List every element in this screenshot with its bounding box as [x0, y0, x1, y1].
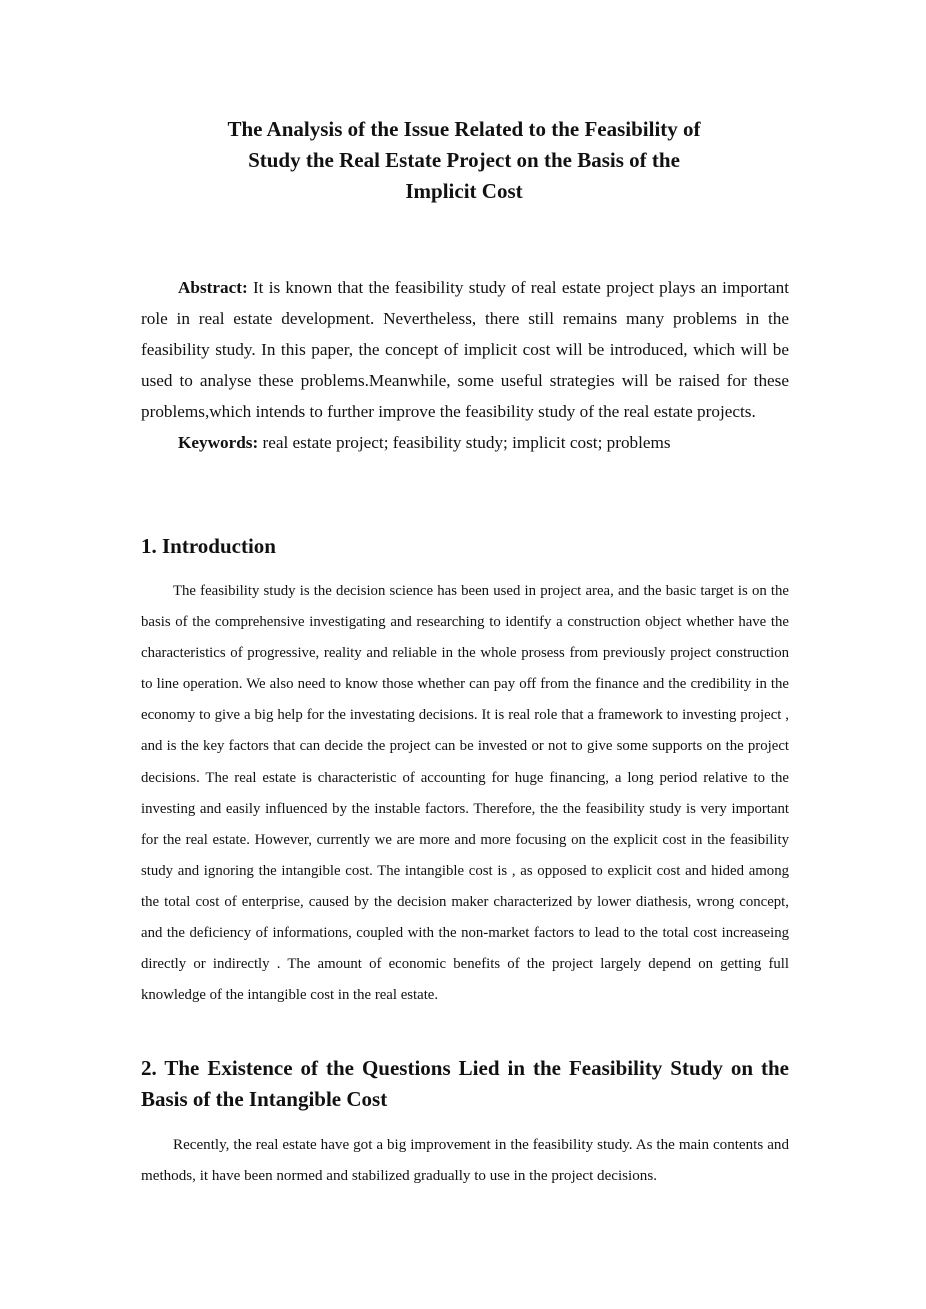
- keywords-line: [141, 427, 789, 458]
- introduction-paragraph: The feasibility study is the decision science has been used in project area, and the basic target is on the basis of the comprehensive investigating and researching to identify a construction object whether have the characteristics of progressive, reality and reliable in the whole prosess from previously project construction to line operation. We also need to know those whether can pay off from the finance and the credibility in the economy to give a big help for the investating decisions. It is real role that a framework to investing project , and is the key factors that can decide the project can be invested or not to give some supports on the project decisions. The real estate is characteristic of accounting for huge financing, a long period relative to the investing and easily influenced by the instable factors. Therefore, the the feasibility study is very important for the real estate. However, currently we are more and more focusing on the explicit cost in the feasibility study and ignoring the intangible cost. The intangible cost is , as opposed to explicit cost and hided among the total cost of enterprise, caused by the decision maker characterized by lower diathesis, wrong concept, and the deficiency of informations, coupled with the non-market factors to lead to the total cost increaseing directly or indirectly . The amount of economic benefits of the project largely depend on getting full knowledge of the intangible cost in the real estate.: [141, 583, 789, 1004]
- section-2-paragraph: Recently, the real estate have got a big improvement in the feasibility study. As the main contents and methods, it have been normed and stabilized gradually to use in the project decisions.: [141, 1137, 789, 1185]
- keywords-label: Keywords:: [178, 433, 259, 452]
- section-heading-introduction: 1. Introduction: [141, 534, 276, 558]
- section-heading-existence-of-questions: 2. The Existence of the Questions Lied in the Feasibility Study on the Basis of the Intangible Cost: [141, 1056, 789, 1111]
- abstract-block: [141, 272, 789, 458]
- abstract-paragraph: [141, 272, 789, 427]
- keywords-text: real estate project; feasibility study; implicit cost; problems: [262, 433, 671, 452]
- abstract-text: It is known that the feasibility study of real estate project plays an important role in real estate development. Nevertheless, there still remains many problems in the feasibility study. In this paper, the concept of implicit cost will be introduced, which will be used to analyse these problems.Meanwhile, some useful strategies will be raised for these problems,which intends to further improve the feasibility study of the real estate projects.: [141, 278, 790, 421]
- abstract-label: Abstract:: [178, 278, 248, 297]
- title-line: The Analysis of the Issue Related to the Feasibility of: [227, 117, 701, 141]
- paper-title: [140, 114, 788, 207]
- title-line: Implicit Cost: [405, 179, 523, 203]
- title-line: Study the Real Estate Project on the Basis of the: [248, 148, 680, 172]
